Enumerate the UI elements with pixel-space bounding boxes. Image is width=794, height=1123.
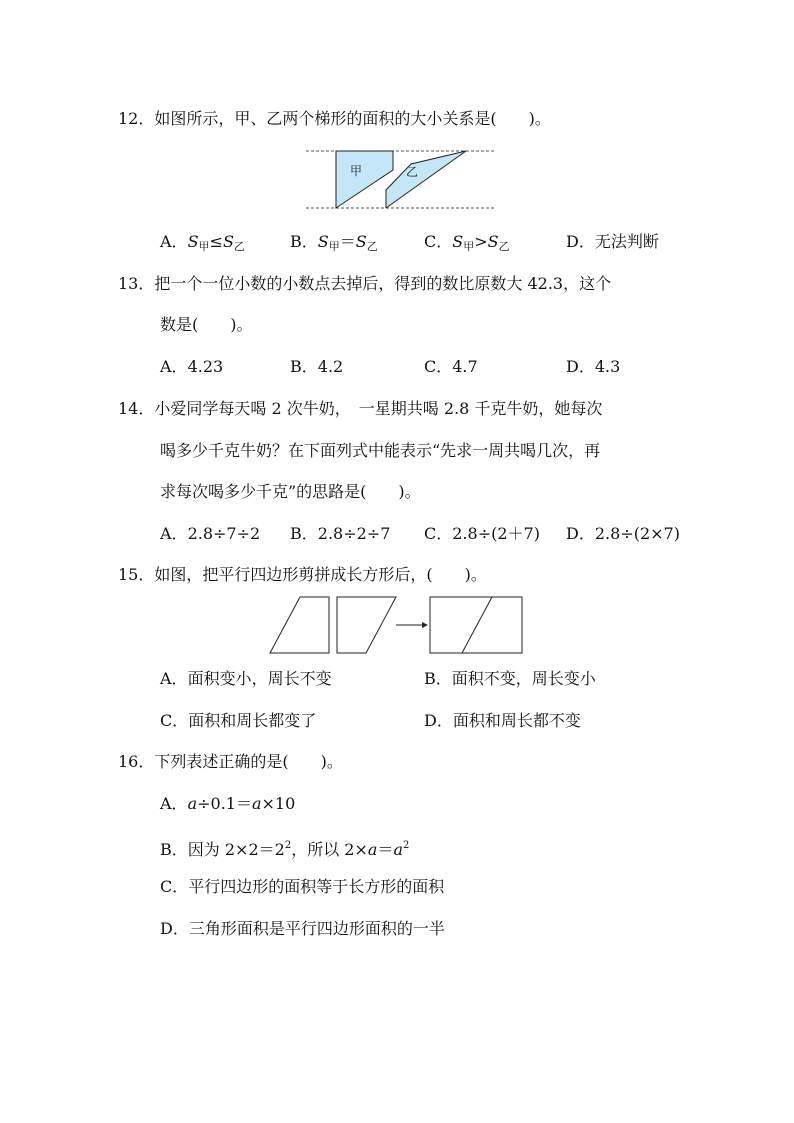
q15-option-b[interactable]: B．面积不变，周长变小 [424, 669, 596, 688]
rectangle-cut-line [462, 597, 492, 653]
question-number: 12． [118, 109, 155, 128]
question-number: 14． [118, 399, 155, 418]
q16-option-d[interactable]: D．三角形面积是平行四边形面积的一半 [160, 919, 445, 938]
q14-option-c[interactable]: C．2.8÷(2＋7) [424, 524, 540, 543]
q12-option-a[interactable]: A．$S_甲\le S_乙$ [160, 232, 245, 253]
question-text: 下列表述正确的是( )。 [154, 752, 343, 771]
question-number: 15． [118, 565, 155, 584]
parallelogram-right-piece [337, 597, 396, 653]
q14-option-a[interactable]: A．2.8÷7÷2 [160, 524, 261, 543]
question-14-stem [118, 399, 602, 419]
q16-option-b[interactable]: B．因为 $2\times 2=2^2$，所以 $2\times a=a^2$ [160, 840, 410, 859]
question-number: 13． [118, 274, 155, 293]
label-yi: 乙 [406, 165, 419, 179]
q12-option-d[interactable]: D．无法判断 [566, 232, 659, 251]
q13-option-c[interactable]: C．4.7 [424, 357, 478, 376]
question-text: 把一个一位小数的小数点去掉后，得到的数比原数大 42.3，这个 [154, 274, 612, 293]
q16-option-a[interactable]: A．a÷0.1＝a×10 [160, 794, 296, 813]
question-text: 如图所示，甲、乙两个梯形的面积的大小关系是( )。 [154, 109, 551, 128]
question-13-stem [118, 274, 611, 294]
question-16-stem [118, 752, 343, 772]
q13-option-d[interactable]: D．4.3 [566, 357, 621, 376]
question-15-stem [118, 565, 487, 585]
q13-option-a[interactable]: A．4.23 [160, 357, 224, 376]
q15-option-c[interactable]: C．面积和周长都变了 [160, 711, 317, 730]
parallelogram-left-piece [270, 597, 329, 653]
rectangle-result [430, 597, 522, 653]
q14-option-d[interactable]: D．2.8÷(2×7) [566, 524, 680, 543]
question-14-stem-line2: 喝多少千克牛奶？在下面列式中能表示“先求一周共喝几次，再 [160, 441, 601, 460]
parallelogram-cut-figure [268, 596, 526, 656]
label-jia: 甲 [350, 164, 363, 178]
q15-option-a[interactable]: A．面积变小，周长不变 [160, 669, 332, 688]
arrow-head [422, 622, 428, 628]
q15-option-d[interactable]: D．面积和周长都不变 [424, 711, 581, 730]
question-text: 小爱同学每天喝 2 次牛奶， 一星期共喝 2.8 千克牛奶，她每次 [154, 399, 603, 418]
question-text: 如图，把平行四边形剪拼成长方形后，( )。 [154, 565, 487, 584]
q13-option-b[interactable]: B．4.2 [290, 357, 344, 376]
q14-option-b[interactable]: B．2.8÷2÷7 [290, 524, 391, 543]
trapezoid-jia [336, 151, 393, 208]
q16-option-c[interactable]: C．平行四边形的面积等于长方形的面积 [160, 877, 445, 896]
question-14-stem-line3: 求每次喝多少千克”的思路是( )。 [160, 482, 421, 501]
trapezoids-figure [306, 146, 496, 212]
question-12-stem [118, 109, 551, 129]
q12-option-b[interactable]: B．$S_甲=S_乙$ [290, 232, 378, 253]
q12-option-c[interactable]: C．$S_甲>S_乙$ [424, 232, 510, 253]
question-number: 16． [118, 752, 155, 771]
question-13-stem-line2: 数是( )。 [160, 315, 253, 334]
